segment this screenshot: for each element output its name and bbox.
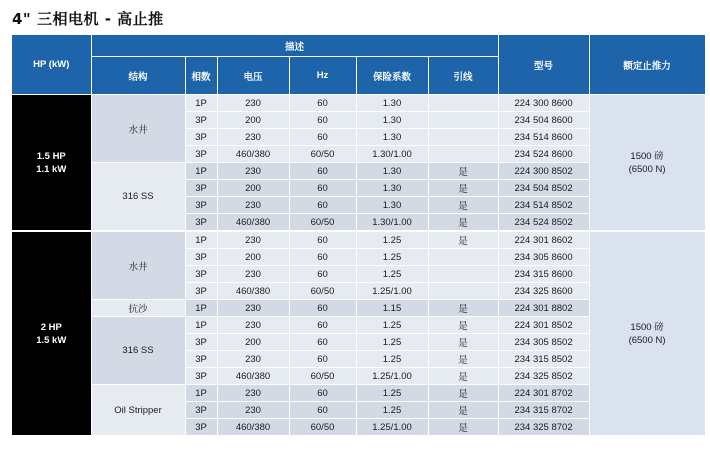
lead-cell bbox=[428, 129, 498, 146]
hp-cell bbox=[12, 95, 91, 232]
construction-cell: Oil Stripper bbox=[91, 385, 185, 436]
lead-cell: 是 bbox=[428, 180, 498, 197]
phase-cell: 1P bbox=[185, 385, 217, 402]
hz-cell: 60 bbox=[289, 334, 356, 351]
construction-cell: 水井 bbox=[91, 231, 185, 300]
hz-cell: 60/50 bbox=[289, 146, 356, 163]
construction-cell: 316 SS bbox=[91, 163, 185, 232]
thrust-lbs: 1500 磅 bbox=[630, 150, 664, 162]
header-description: 描述 bbox=[91, 35, 498, 57]
model-cell: 234 524 8502 bbox=[498, 214, 589, 232]
model-cell: 234 504 8600 bbox=[498, 112, 589, 129]
motor-spec-table bbox=[12, 34, 706, 436]
service-factor-cell: 1.30/1.00 bbox=[356, 214, 428, 232]
phase-cell: 1P bbox=[185, 163, 217, 180]
hz-cell: 60/50 bbox=[289, 368, 356, 385]
lead-cell: 是 bbox=[428, 163, 498, 180]
model-cell: 224 301 8702 bbox=[498, 385, 589, 402]
lead-cell: 是 bbox=[428, 231, 498, 249]
service-factor-cell: 1.30 bbox=[356, 112, 428, 129]
phase-cell: 3P bbox=[185, 214, 217, 232]
hz-cell: 60 bbox=[289, 300, 356, 317]
phase-cell: 3P bbox=[185, 266, 217, 283]
header-model: 型号 bbox=[498, 35, 589, 95]
model-cell: 234 514 8502 bbox=[498, 197, 589, 214]
service-factor-cell: 1.30 bbox=[356, 180, 428, 197]
model-cell: 234 514 8600 bbox=[498, 129, 589, 146]
service-factor-cell: 1.25 bbox=[356, 351, 428, 368]
hz-cell: 60 bbox=[289, 402, 356, 419]
lead-cell bbox=[428, 95, 498, 112]
service-factor-cell: 1.30 bbox=[356, 129, 428, 146]
lead-cell bbox=[428, 146, 498, 163]
voltage-cell: 230 bbox=[217, 231, 289, 249]
phase-cell: 3P bbox=[185, 283, 217, 300]
model-cell: 234 315 8702 bbox=[498, 402, 589, 419]
model-cell: 224 300 8600 bbox=[498, 95, 589, 112]
lead-cell: 是 bbox=[428, 351, 498, 368]
phase-cell: 1P bbox=[185, 300, 217, 317]
voltage-cell: 200 bbox=[217, 249, 289, 266]
lead-cell bbox=[428, 266, 498, 283]
voltage-cell: 460/380 bbox=[217, 419, 289, 436]
voltage-cell: 460/380 bbox=[217, 146, 289, 163]
voltage-cell: 230 bbox=[217, 351, 289, 368]
hz-cell: 60 bbox=[289, 180, 356, 197]
hz-cell: 60 bbox=[289, 351, 356, 368]
lead-cell: 是 bbox=[428, 300, 498, 317]
model-cell: 234 315 8600 bbox=[498, 266, 589, 283]
kw-value: 1.5 kW bbox=[36, 334, 67, 346]
hz-cell: 60 bbox=[289, 163, 356, 180]
phase-cell: 3P bbox=[185, 368, 217, 385]
service-factor-cell: 1.30 bbox=[356, 197, 428, 214]
lead-cell: 是 bbox=[428, 368, 498, 385]
phase-cell: 3P bbox=[185, 146, 217, 163]
hz-cell: 60/50 bbox=[289, 283, 356, 300]
header-phase: 相数 bbox=[185, 57, 217, 95]
lead-cell: 是 bbox=[428, 385, 498, 402]
page-title: 4" 三相电机 - 高止推 bbox=[12, 10, 164, 28]
service-factor-cell: 1.25 bbox=[356, 266, 428, 283]
phase-cell: 3P bbox=[185, 112, 217, 129]
model-cell: 224 301 8502 bbox=[498, 317, 589, 334]
service-factor-cell: 1.25/1.00 bbox=[356, 368, 428, 385]
model-cell: 224 301 8802 bbox=[498, 300, 589, 317]
service-factor-cell: 1.25/1.00 bbox=[356, 419, 428, 436]
hz-cell: 60 bbox=[289, 249, 356, 266]
hp-value: 2 HP bbox=[40, 321, 62, 333]
voltage-cell: 230 bbox=[217, 197, 289, 214]
hz-cell: 60 bbox=[289, 385, 356, 402]
hz-cell: 60 bbox=[289, 112, 356, 129]
voltage-cell: 460/380 bbox=[217, 283, 289, 300]
model-cell: 234 325 8502 bbox=[498, 368, 589, 385]
construction-cell: 抗沙 bbox=[91, 300, 185, 317]
voltage-cell: 230 bbox=[217, 129, 289, 146]
model-cell: 234 305 8502 bbox=[498, 334, 589, 351]
model-cell: 234 524 8600 bbox=[498, 146, 589, 163]
voltage-cell: 230 bbox=[217, 385, 289, 402]
phase-cell: 3P bbox=[185, 402, 217, 419]
service-factor-cell: 1.30/1.00 bbox=[356, 146, 428, 163]
voltage-cell: 460/380 bbox=[217, 214, 289, 232]
lead-cell bbox=[428, 112, 498, 129]
kw-value: 1.1 kW bbox=[36, 163, 67, 175]
hz-cell: 60/50 bbox=[289, 419, 356, 436]
service-factor-cell: 1.25 bbox=[356, 317, 428, 334]
phase-cell: 1P bbox=[185, 231, 217, 249]
model-cell: 234 315 8502 bbox=[498, 351, 589, 368]
thrust-newtons: (6500 N) bbox=[628, 334, 666, 346]
model-cell: 234 325 8702 bbox=[498, 419, 589, 436]
construction-cell: 316 SS bbox=[91, 317, 185, 385]
service-factor-cell: 1.30 bbox=[356, 95, 428, 112]
service-factor-cell: 1.25 bbox=[356, 402, 428, 419]
hz-cell: 60 bbox=[289, 266, 356, 283]
lead-cell: 是 bbox=[428, 197, 498, 214]
phase-cell: 3P bbox=[185, 351, 217, 368]
voltage-cell: 230 bbox=[217, 300, 289, 317]
lead-cell: 是 bbox=[428, 334, 498, 351]
voltage-cell: 230 bbox=[217, 402, 289, 419]
phase-cell: 3P bbox=[185, 197, 217, 214]
thrust-lbs: 1500 磅 bbox=[630, 321, 664, 333]
phase-cell: 3P bbox=[185, 419, 217, 436]
voltage-cell: 200 bbox=[217, 112, 289, 129]
header-lead: 引线 bbox=[428, 57, 498, 95]
lead-cell bbox=[428, 283, 498, 300]
header-voltage: 电压 bbox=[217, 57, 289, 95]
header-hp: HP (kW) bbox=[12, 35, 91, 95]
model-cell: 224 300 8502 bbox=[498, 163, 589, 180]
phase-cell: 1P bbox=[185, 95, 217, 112]
service-factor-cell: 1.30 bbox=[356, 163, 428, 180]
hz-cell: 60 bbox=[289, 197, 356, 214]
hz-cell: 60 bbox=[289, 95, 356, 112]
lead-cell: 是 bbox=[428, 317, 498, 334]
phase-cell: 3P bbox=[185, 180, 217, 197]
header-hz: Hz bbox=[289, 57, 356, 95]
header-construction: 结构 bbox=[91, 57, 185, 95]
voltage-cell: 200 bbox=[217, 334, 289, 351]
lead-cell: 是 bbox=[428, 402, 498, 419]
hz-cell: 60/50 bbox=[289, 214, 356, 232]
header-service-factor: 保险系数 bbox=[356, 57, 428, 95]
hp-cell bbox=[12, 231, 91, 436]
voltage-cell: 230 bbox=[217, 163, 289, 180]
hz-cell: 60 bbox=[289, 129, 356, 146]
hz-cell: 60 bbox=[289, 231, 356, 249]
phase-cell: 3P bbox=[185, 249, 217, 266]
lead-cell: 是 bbox=[428, 419, 498, 436]
model-cell: 224 301 8602 bbox=[498, 231, 589, 249]
service-factor-cell: 1.25 bbox=[356, 334, 428, 351]
model-cell: 234 504 8502 bbox=[498, 180, 589, 197]
voltage-cell: 200 bbox=[217, 180, 289, 197]
voltage-cell: 460/380 bbox=[217, 368, 289, 385]
voltage-cell: 230 bbox=[217, 266, 289, 283]
construction-cell: 水井 bbox=[91, 95, 185, 163]
lead-cell: 是 bbox=[428, 214, 498, 232]
hp-value: 1.5 HP bbox=[36, 150, 66, 162]
lead-cell bbox=[428, 249, 498, 266]
service-factor-cell: 1.25/1.00 bbox=[356, 283, 428, 300]
service-factor-cell: 1.25 bbox=[356, 231, 428, 249]
model-cell: 234 325 8600 bbox=[498, 283, 589, 300]
thrust-newtons: (6500 N) bbox=[628, 163, 666, 175]
voltage-cell: 230 bbox=[217, 317, 289, 334]
model-cell: 234 305 8600 bbox=[498, 249, 589, 266]
service-factor-cell: 1.25 bbox=[356, 385, 428, 402]
header-rated-thrust: 额定止推力 bbox=[589, 35, 705, 95]
hz-cell: 60 bbox=[289, 317, 356, 334]
phase-cell: 1P bbox=[185, 317, 217, 334]
phase-cell: 3P bbox=[185, 129, 217, 146]
voltage-cell: 230 bbox=[217, 95, 289, 112]
service-factor-cell: 1.25 bbox=[356, 249, 428, 266]
service-factor-cell: 1.15 bbox=[356, 300, 428, 317]
rated-thrust-cell bbox=[589, 231, 705, 436]
phase-cell: 3P bbox=[185, 334, 217, 351]
rated-thrust-cell bbox=[589, 95, 705, 232]
